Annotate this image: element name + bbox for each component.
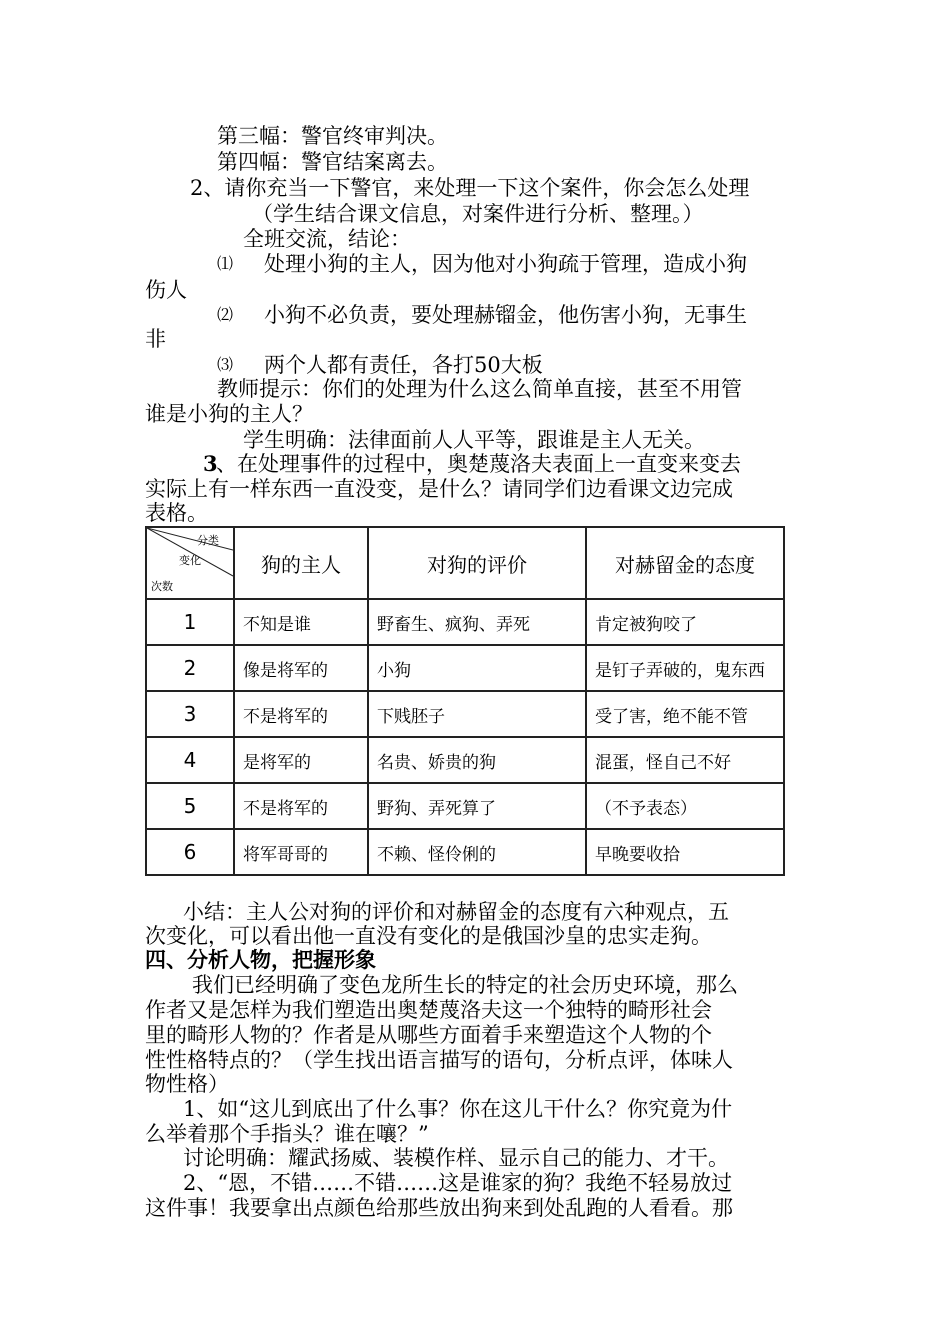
cell-evaluation: 下贱胚子 — [368, 691, 586, 737]
table-header-row — [146, 527, 784, 599]
table-row — [146, 599, 784, 645]
header-owner: 狗的主人 — [234, 527, 368, 599]
table-row — [146, 691, 784, 737]
line-para-5: 物性格） — [145, 1072, 229, 1096]
line-quote-2: 2、“恩，不错……不错……这是谁家的狗？我绝不轻易放过 — [183, 1171, 733, 1195]
line-quote-1-cont: 么举着那个手指头？谁在嚷？” — [145, 1122, 429, 1146]
line-teacher-hint-cont: 谁是小狗的主人？ — [145, 402, 313, 426]
cell-attitude: 是钉子弄破的，鬼东西 — [586, 645, 784, 691]
diagonal-header-cell — [146, 527, 234, 599]
line-class-exchange: 全班交流，结论： — [243, 227, 411, 251]
header-attitude — [586, 527, 784, 599]
line-student-clear: 学生明确：法律面前人人平等，跟谁是主人无关。 — [243, 428, 705, 452]
line-conclusion-3: 两个人都有责任，各打50大板 — [264, 353, 543, 377]
cell-owner: 不知是谁 — [234, 599, 368, 645]
cell-attitude: （不予表态） — [586, 783, 784, 829]
line-teacher-hint: 教师提示：你们的处理为什么这么简单直接，甚至不用管 — [217, 377, 742, 401]
row-number: 6 — [146, 829, 234, 875]
row-number: 2 — [146, 645, 234, 691]
line-question-3-num: 3 — [203, 451, 218, 476]
change-table — [145, 526, 785, 876]
cell-owner: 是将军的 — [234, 737, 368, 783]
line-para-3: 里的畸形人物的？作者是从哪些方面着手来塑造这个人物的个 — [145, 1023, 712, 1047]
line-quote-1: 1、如“这儿到底出了什么事？你在这儿干什么？你究竟为什 — [183, 1097, 733, 1121]
row-number: 3 — [146, 691, 234, 737]
cell-attitude: 早晚要收拾 — [586, 829, 784, 875]
section-heading-4: 四、分析人物，把握形象 — [145, 947, 376, 972]
line-question-3-cont: 实际上有一样东西一直没变，是什么？请同学们边看课文边完成 — [145, 477, 733, 501]
cell-owner: 将军哥哥的 — [234, 829, 368, 875]
table-row — [146, 737, 784, 783]
cell-attitude: 受了害，绝不能不管 — [586, 691, 784, 737]
line-conclusion-1: 处理小狗的主人，因为他对小狗疏于管理，造成小狗 — [264, 252, 747, 276]
cell-evaluation: 小狗 — [368, 645, 586, 691]
table-row — [146, 829, 784, 875]
line-summary: 小结：主人公对狗的评价和对赫留金的态度有六种观点，五 — [183, 900, 729, 924]
diag-label-count: 次数 — [151, 580, 173, 593]
marker-2: ⑵ — [217, 305, 234, 324]
line-student-note: （学生结合课文信息，对案件进行分析、整理。） — [252, 202, 704, 226]
cell-attitude: 混蛋，怪自己不好 — [586, 737, 784, 783]
row-number: 1 — [146, 599, 234, 645]
row-number: 4 — [146, 737, 234, 783]
line-summary-cont: 次变化，可以看出他一直没有变化的是俄国沙皇的忠实走狗。 — [145, 924, 712, 948]
cell-owner: 不是将军的 — [234, 783, 368, 829]
line-para-1: 我们已经明确了变色龙所生长的特定的社会历史环境，那么 — [192, 973, 738, 997]
row-number: 5 — [146, 783, 234, 829]
table-row — [146, 783, 784, 829]
header-dog-evaluation: 对狗的评价 — [368, 527, 586, 599]
header-attitude-text: 对赫留金的态度 — [615, 552, 755, 577]
line-para-2: 作者又是怎样为我们塑造出奥楚蔑洛夫这一个独特的畸形社会 — [145, 998, 712, 1022]
cell-evaluation: 名贵、娇贵的狗 — [368, 737, 586, 783]
line-conclusion-2-cont: 非 — [145, 327, 166, 351]
cell-evaluation: 野狗、弄死算了 — [368, 783, 586, 829]
cell-attitude: 肯定被狗咬了 — [586, 599, 784, 645]
cell-evaluation: 不赖、怪伶俐的 — [368, 829, 586, 875]
line-third-panel: 第三幅：警官终审判决。 — [217, 124, 448, 148]
line-question-2: 2、请你充当一下警官，来处理一下这个案件，你会怎么处理 — [190, 176, 750, 200]
table-row — [146, 645, 784, 691]
line-discussion: 讨论明确：耀武扬威、装模作样、显示自己的能力、才干。 — [183, 1146, 729, 1170]
diag-label-category: 分类 — [197, 534, 219, 547]
marker-3: ⑶ — [217, 355, 234, 374]
line-conclusion-2: 小狗不必负责，要处理赫镏金，他伤害小狗，无事生 — [264, 303, 747, 327]
diag-label-change: 变化 — [179, 554, 201, 567]
cell-owner: 像是将军的 — [234, 645, 368, 691]
line-quote-2-cont: 这件事！我要拿出点颜色给那些放出狗来到处乱跑的人看看。那 — [145, 1196, 733, 1220]
cell-evaluation: 野畜生、疯狗、弄死 — [368, 599, 586, 645]
line-fourth-panel: 第四幅：警官结案离去。 — [217, 150, 448, 174]
line-para-4: 性性格特点的？（学生找出语言描写的语句，分析点评，体味人 — [145, 1048, 733, 1072]
cell-owner: 不是将军的 — [234, 691, 368, 737]
line-question-3: 、在处理事件的过程中，奥楚蔑洛夫表面上一直变来变去 — [216, 452, 741, 476]
marker-1: ⑴ — [217, 254, 234, 273]
line-question-3-end: 表格。 — [145, 501, 208, 525]
line-conclusion-1-cont: 伤人 — [145, 278, 187, 302]
